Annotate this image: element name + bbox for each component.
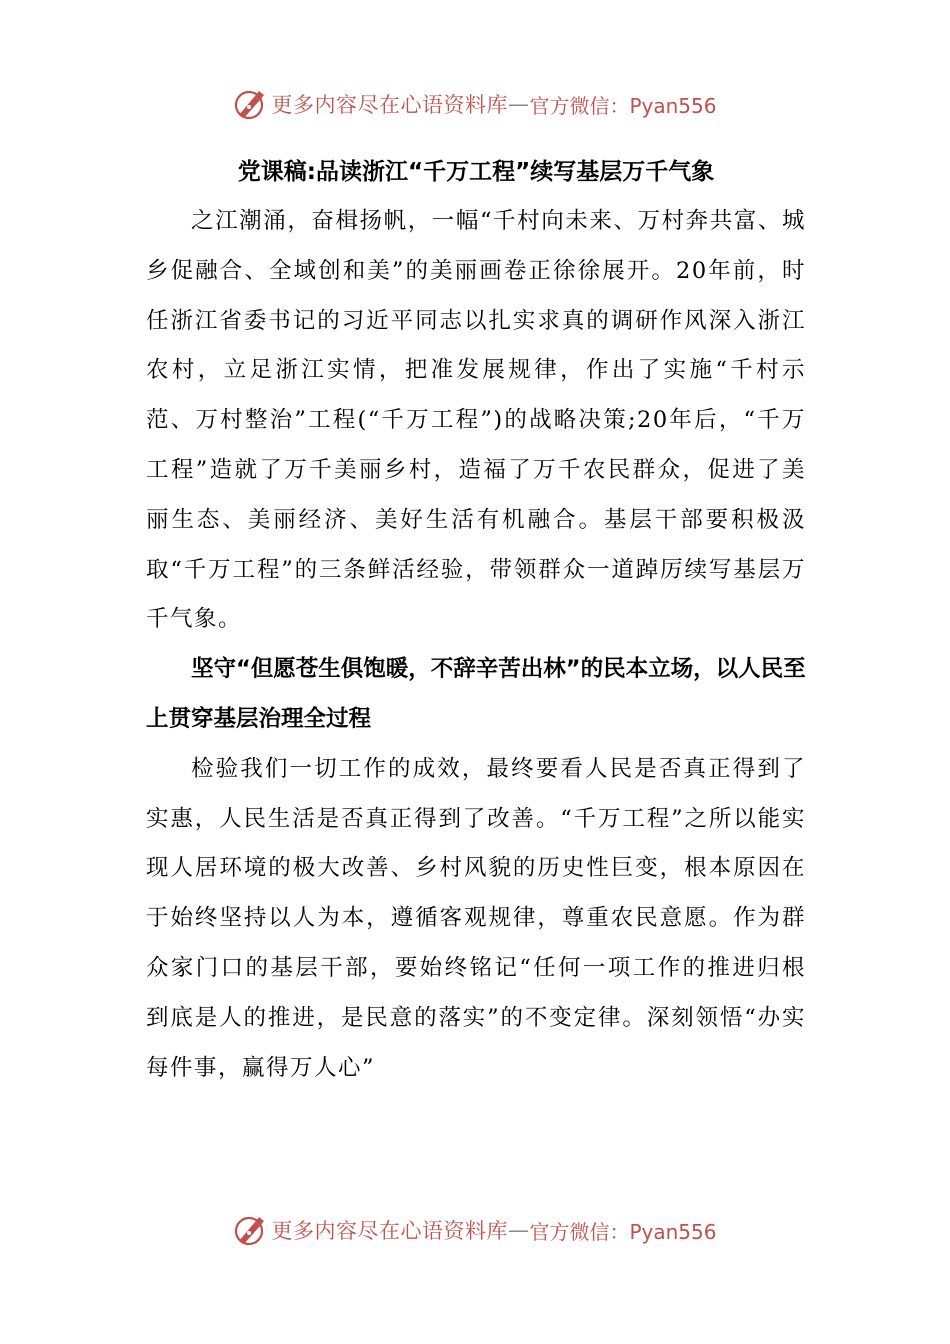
banner-separator: — [507, 1218, 530, 1242]
banner-wechat: 官方微信：Pyan556 [529, 1219, 717, 1244]
pen-nib-logo-icon [233, 87, 267, 121]
banner-wechat: 官方微信：Pyan556 [529, 93, 717, 118]
banner-separator: — [507, 92, 530, 116]
footer-banner [0, 1210, 950, 1250]
section-heading: 坚守“但愿苍生俱饱暖，不辞辛苦出林”的民本立场，以人民至上贯穿基层治理全过程 [146, 656, 806, 732]
document-body [146, 147, 806, 1093]
paragraph-intro: 之江潮涌，奋楫扬帆，一幅“千村向未来、万村奔共富、城乡促融合、全域创和美”的美丽画卷正徐徐展开。20年前，时任浙江省委书记的习近平同志以扎实求真的调研作风深入浙江农村，立足浙江实情，把准发展规律，作出了实施“千村示范、万村整治”工程(“千万工程”)的战略决策;20年后，“千万工程”造就了万千美丽乡村，造福了万千农民群众，促进了美丽生态、美丽经济、美好生活有机融合。基层干部要积极汲取“千万工程”的三条鲜活经验，带领群众一道踔厉续写基层万千气象。 [146, 208, 806, 633]
banner-text: 更多内容尽在心语资料库 [271, 93, 508, 117]
banner-text: 更多内容尽在心语资料库 [271, 1219, 508, 1243]
document-title: 党课稿:品读浙江“千万工程”续写基层万千气象 [237, 159, 715, 185]
pen-nib-logo-icon [233, 1213, 267, 1247]
paragraph-section: 检验我们一切工作的成效，最终要看人民是否真正得到了实惠，人民生活是否真正得到了改善。“千万工程”之所以能实现人居环境的极大改善、乡村风貌的历史性巨变，根本原因在于始终坚持以人为本，遵循客观规律，尊重农民意愿。作为群众家门口的基层干部，要始终铭记“任何一项工作的推进归根到底是人的推进，是民意的落实”的不变定律。深刻领悟“办实每件事，赢得万人心” [146, 755, 806, 1081]
header-banner [0, 84, 950, 124]
